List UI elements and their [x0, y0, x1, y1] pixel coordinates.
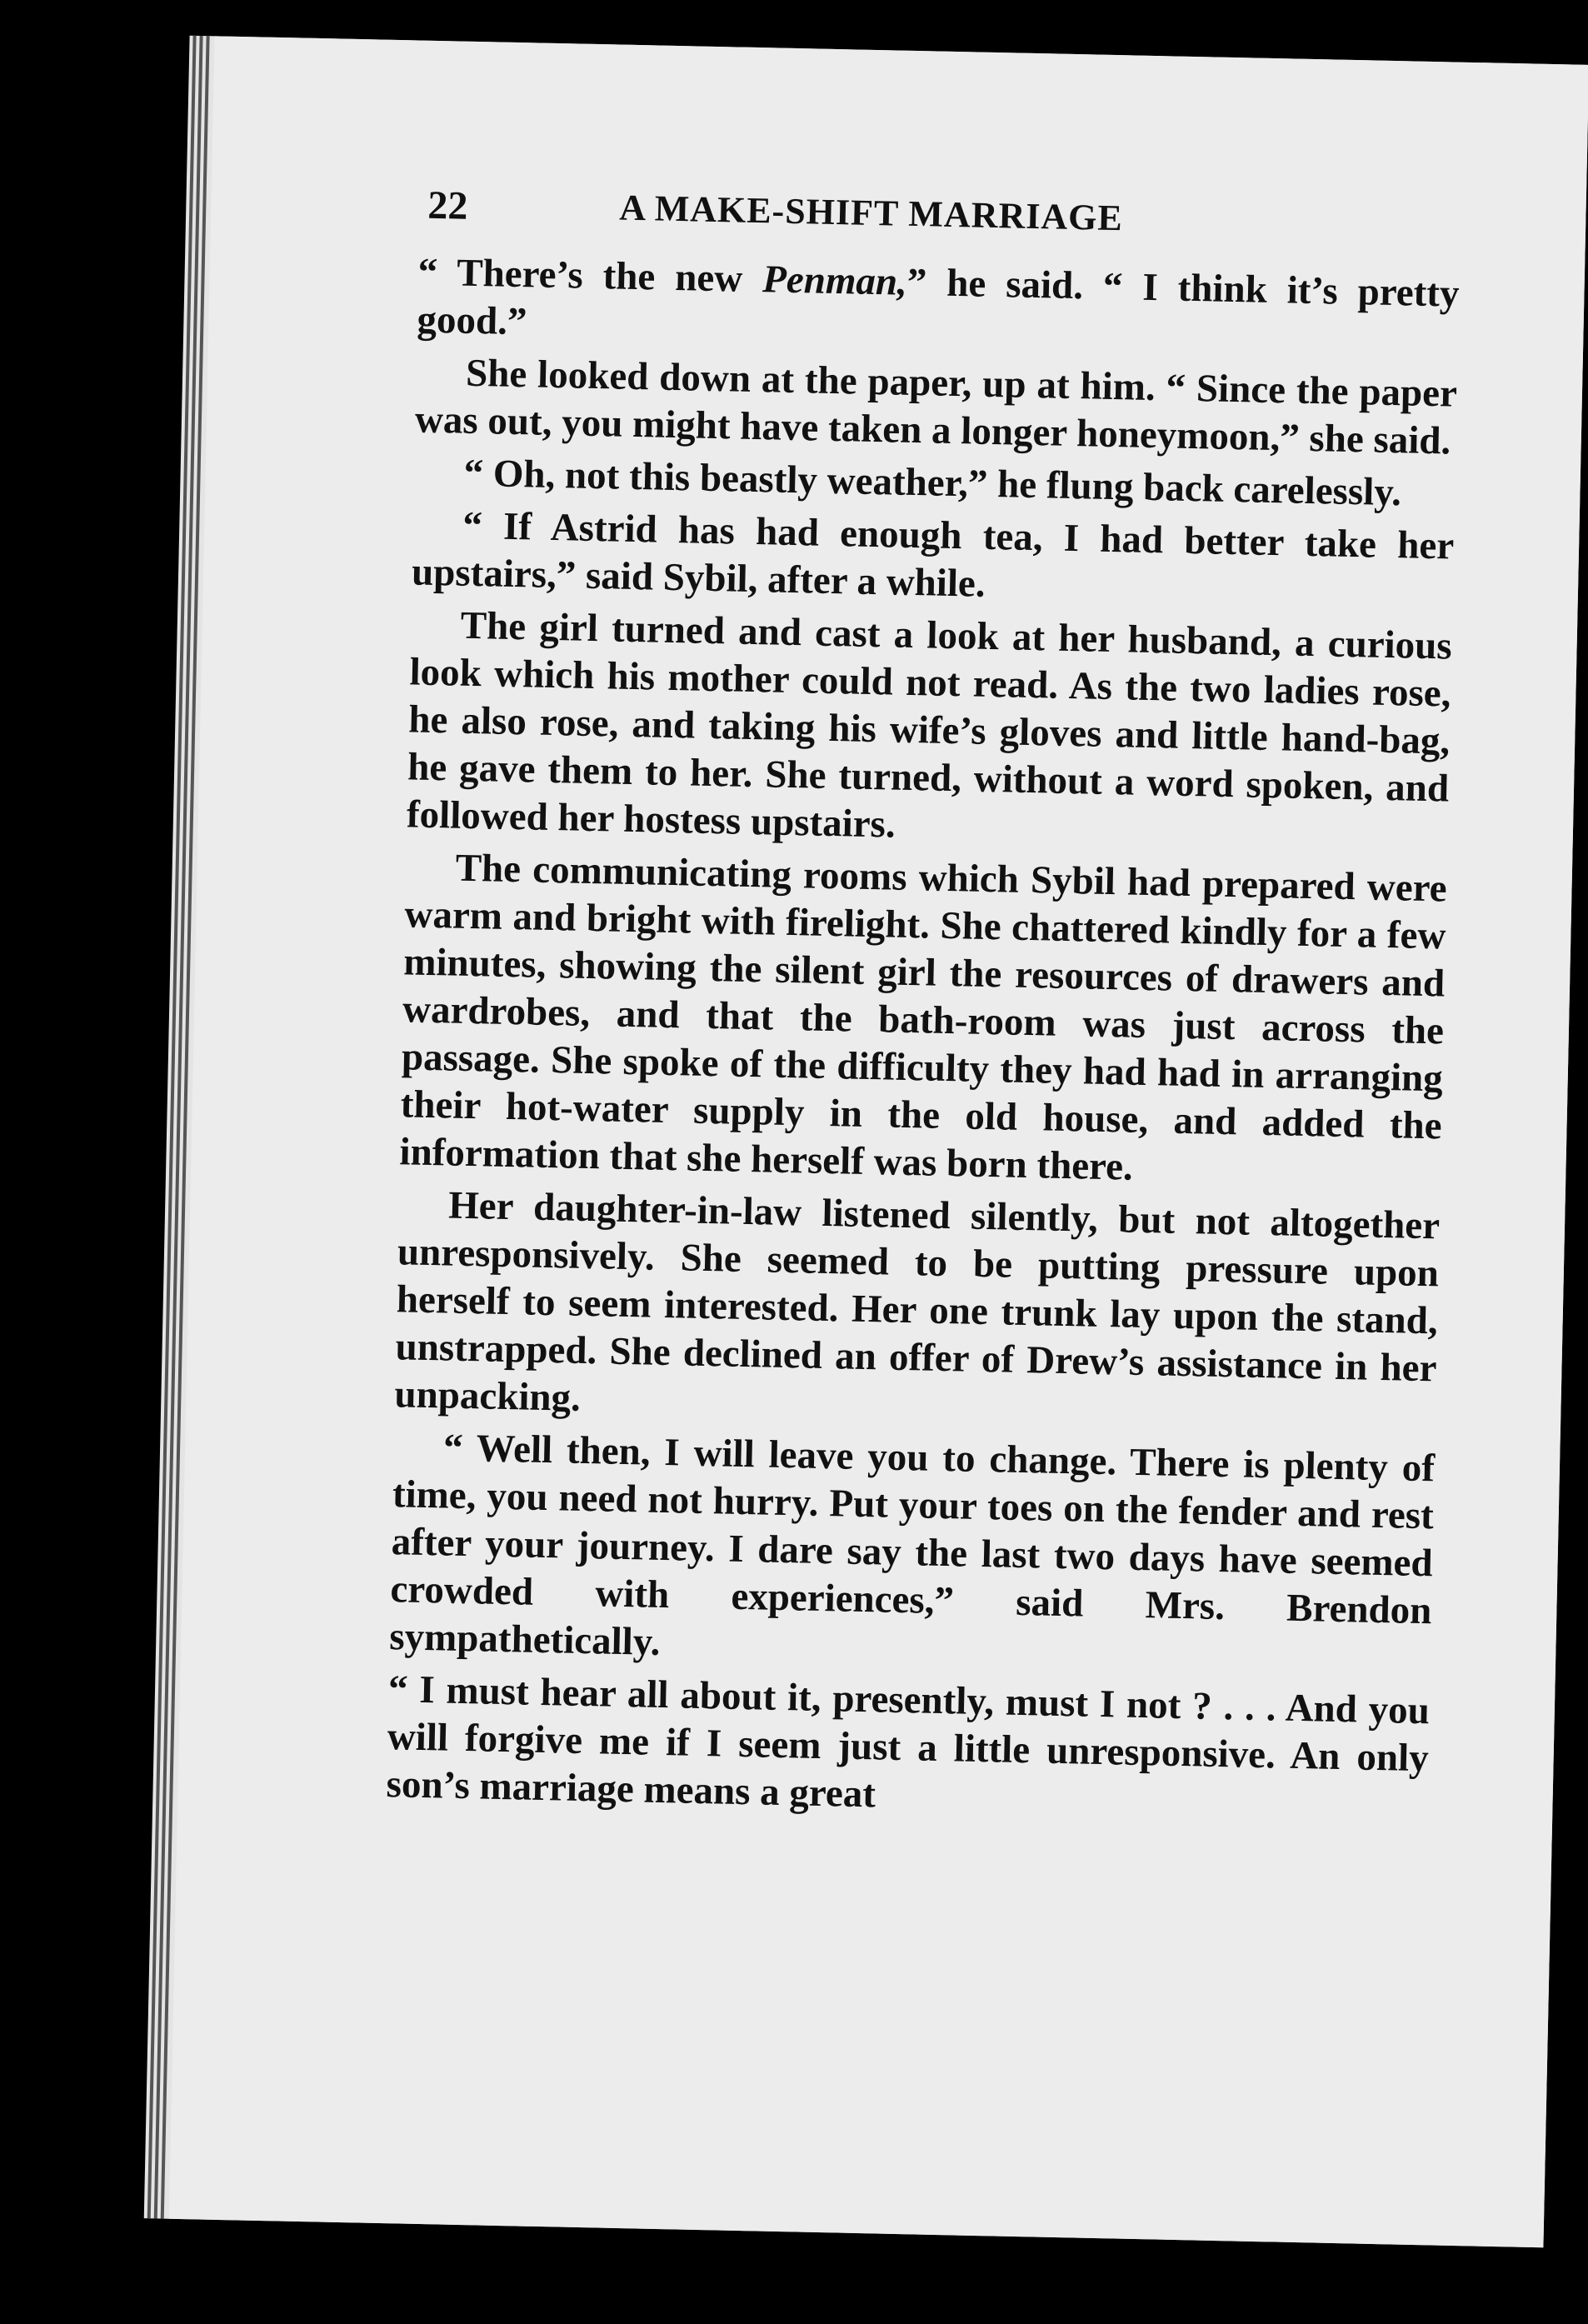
paragraph-4: “ If Astrid has had enough tea, I had better take her upstairs,” said Sybil, after a while. — [411, 503, 1455, 606]
paragraph-9: “ I must hear all about it, presently, must I not ? . . . And you will forgive me if I seem just a little unresponsive. An only son’s marriage means a great — [386, 1667, 1431, 1817]
paragraph-6: The communicating rooms which Sybil had prepared were warm and bright with firelight. She chattered kindly for a few minutes, showing the silent girl the resources of drawers and wardrobes, and that the bath-room was just across the passage. She spoke of the difficulty they had had in arranging their hot-water supply in the old house, and added the information that she herself was born there. — [399, 846, 1448, 1189]
paragraph-7: Her daughter-in-law listened silently, but not altogether unresponsively. She seemed to be putting pressure upon herself to seem interested. Her one trunk lay upon the stand, unstrapped. She declined an offer of Drew’s assistance in her unpacking. — [393, 1183, 1441, 1420]
paragraph-1-title: Penman, — [762, 257, 908, 304]
page-number: 22 — [427, 182, 468, 228]
paragraph-8: “ Well then, I will leave you to change. There is plenty of time, you need not hurry. Put your toes on the fender and rest after your journey. I dare say the last two days have seemed crowded with experiences,” said Mrs. Brendon sympathetically. — [388, 1426, 1436, 1664]
running-title: A MAKE-SHIFT MARRIAGE — [618, 187, 1124, 239]
paragraph-3: “ Oh, not this beastly weather,” he flung back carelessly. — [463, 451, 1402, 515]
paragraph-2: She looked down at the paper, up at him. “ Since the paper was out, you might have taken a longer honeymoon,” she said. — [414, 351, 1458, 463]
paragraph-5: The girl turned and cast a look at her husband, a curious look which his mother could not read. As the two ladies rose, he also rose, and taking his wife’s gloves and little hand-bag, he gave them to her. She turned, without a word spoken, and followed her hostess upstairs. — [406, 603, 1453, 847]
paragraph-1-before: “ There’s the new — [417, 250, 763, 302]
paragraph-1-after: ” he said. “ I think it’s pretty good.” — [416, 260, 1460, 344]
page-header — [427, 182, 1478, 262]
book-page-stack — [144, 36, 1588, 2248]
paragraph-1 — [417, 249, 1460, 366]
body-text — [386, 249, 1460, 1836]
book-page — [169, 36, 1588, 2247]
